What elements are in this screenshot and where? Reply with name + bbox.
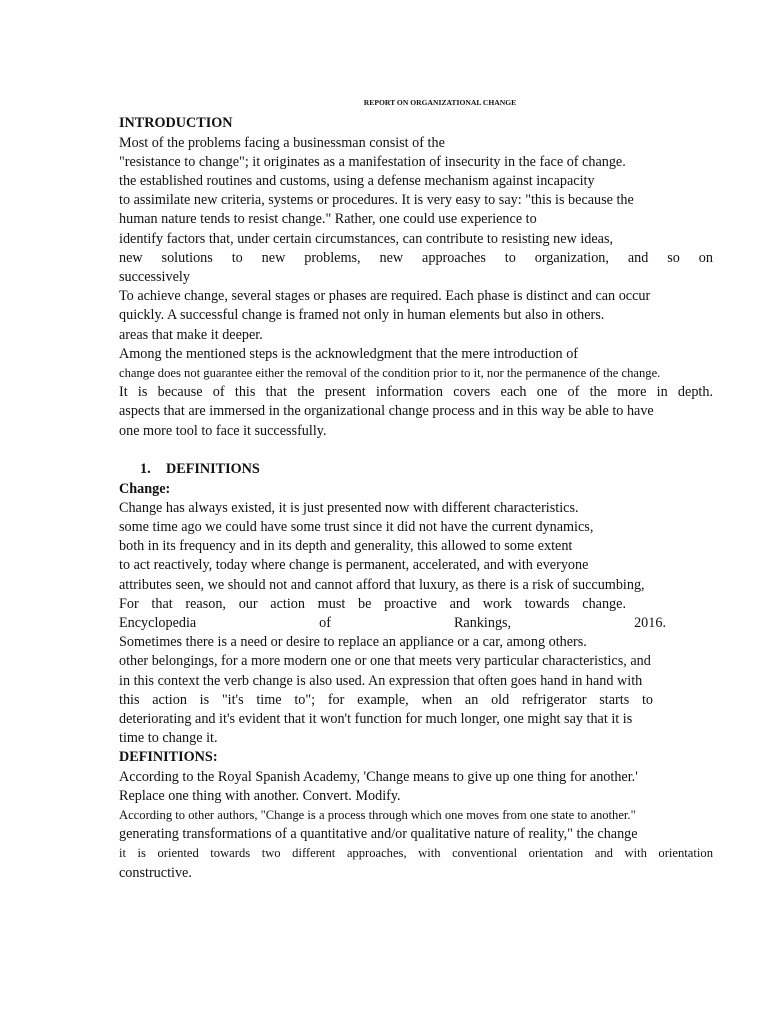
citation-line: Encyclopedia of Rankings, 2016.: [119, 615, 666, 631]
paragraph-line: Among the mentioned steps is the acknowledgment that the mere introduction of: [119, 346, 579, 362]
paragraph-line: some time ago we could have some trust since it did not have the current dynamics,: [119, 519, 594, 535]
paragraph-line: According to the Royal Spanish Academy, 'Change means to give up one thing for another.': [119, 769, 638, 785]
paragraph-line: one more tool to face it successfully.: [119, 423, 327, 439]
paragraph-line: Change has always existed, it is just presented now with different characteristics.: [119, 500, 579, 516]
paragraph-line: aspects that are immersed in the organizational change process and in this way be able to have: [119, 403, 654, 419]
paragraph-line: According to other authors, "Change is a process through which one moves from one state to another.": [119, 808, 636, 822]
paragraph-line: it is oriented towards two different approaches, with conventional orientation and with orientation: [119, 846, 713, 860]
paragraph-line: new solutions to new problems, new approaches to organization, and so on: [119, 250, 713, 266]
paragraph-line: successively: [119, 269, 190, 285]
paragraph-line: quickly. A successful change is framed not only in human elements but also in others.: [119, 307, 605, 323]
definitions-subheading: DEFINITIONS:: [119, 749, 218, 765]
paragraph-line: constructive.: [119, 865, 192, 881]
paragraph-line: It is because of this that the present information covers each one of the more in depth.: [119, 384, 713, 400]
paragraph-line: other belongings, for a more modern one or one that meets very particular characteristics, and: [119, 653, 651, 669]
paragraph-line: Replace one thing with another. Convert. Modify.: [119, 788, 401, 804]
paragraph-line: human nature tends to resist change." Rather, one could use experience to: [119, 211, 537, 227]
paragraph-line: identify factors that, under certain circumstances, can contribute to resisting new ideas,: [119, 231, 614, 247]
paragraph-line: deteriorating and it's evident that it won't function for much longer, one might say that it is: [119, 711, 633, 727]
paragraph-line: For that reason, our action must be proactive and work towards change.: [119, 596, 626, 612]
section-heading: DEFINITIONS: [166, 461, 260, 477]
paragraph-line: Sometimes there is a need or desire to replace an appliance or a car, among others.: [119, 634, 587, 650]
paragraph-line: generating transformations of a quantitative and/or qualitative nature of reality," the change: [119, 826, 638, 842]
change-subheading: Change:: [119, 481, 171, 497]
paragraph-line: change does not guarantee either the removal of the condition prior to it, nor the permanence of the change.: [119, 366, 661, 380]
introduction-heading: INTRODUCTION: [119, 115, 233, 131]
paragraph-line: both in its frequency and in its depth and generality, this allowed to some extent: [119, 538, 573, 554]
paragraph-line: in this context the verb change is also used. An expression that often goes hand in hand with: [119, 673, 643, 689]
paragraph-line: time to change it.: [119, 730, 218, 746]
paragraph-line: this action is "it's time to"; for example, when an old refrigerator starts to: [119, 692, 653, 708]
paragraph-line: To achieve change, several stages or phases are required. Each phase is distinct and can occur: [119, 288, 651, 304]
section-number: 1.: [140, 461, 151, 477]
page-title: REPORT ON ORGANIZATIONAL CHANGE: [363, 98, 517, 107]
paragraph-line: to assimilate new criteria, systems or procedures. It is very easy to say: "this is because the: [119, 192, 634, 208]
paragraph-line: attributes seen, we should not and cannot afford that luxury, as there is a risk of succumbing,: [119, 577, 645, 593]
paragraph-line: Most of the problems facing a businessman consist of the: [119, 135, 445, 151]
paragraph-line: to act reactively, today where change is permanent, accelerated, and with everyone: [119, 557, 589, 573]
paragraph-line: the established routines and customs, using a defense mechanism against incapacity: [119, 173, 595, 189]
paragraph-line: "resistance to change"; it originates as a manifestation of insecurity in the face of change.: [119, 154, 626, 170]
paragraph-line: areas that make it deeper.: [119, 327, 263, 343]
